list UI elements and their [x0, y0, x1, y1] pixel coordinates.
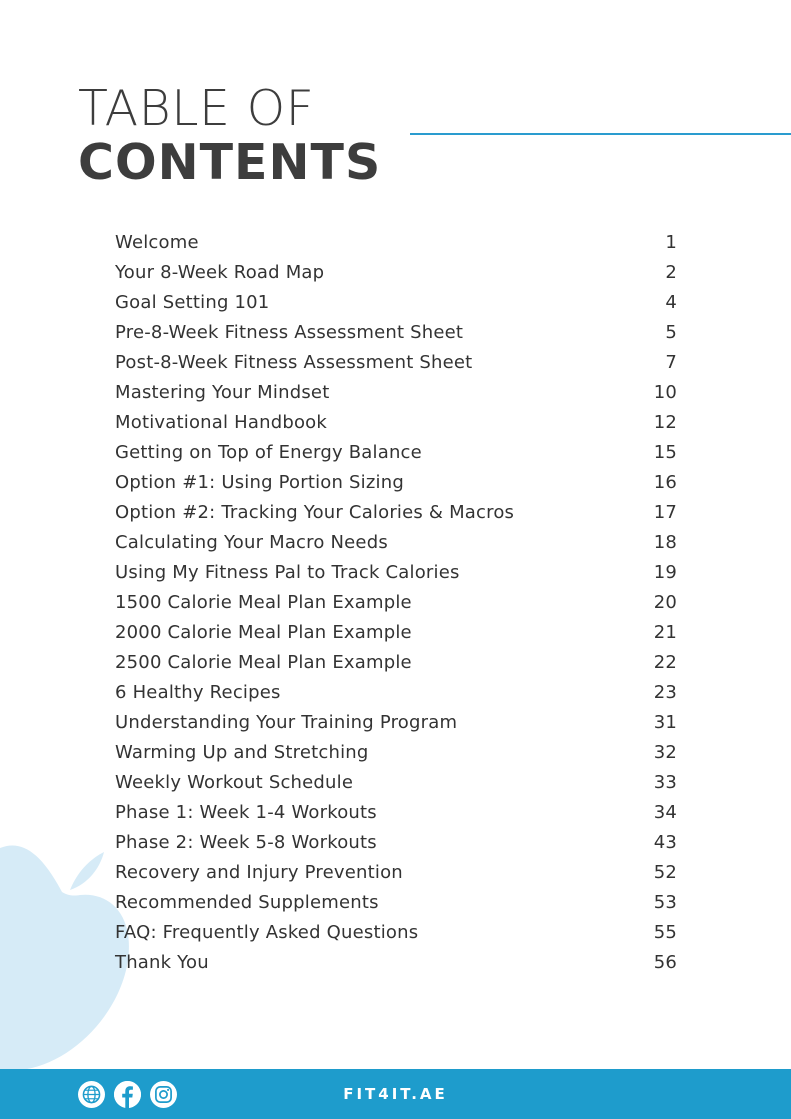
- toc-entry-title: Recommended Supplements: [115, 892, 379, 913]
- toc-entry-page-number: 20: [653, 592, 677, 613]
- toc-entry-page-number: 53: [653, 892, 677, 913]
- toc-entry-page-number: 1: [665, 232, 677, 253]
- toc-entry-title: Mastering Your Mindset: [115, 382, 330, 403]
- toc-entry-page-number: 21: [653, 622, 677, 643]
- toc-entry-title: 2000 Calorie Meal Plan Example: [115, 622, 412, 643]
- toc-entry-page-number: 43: [653, 832, 677, 853]
- toc-entry[interactable]: [115, 468, 677, 498]
- toc-entry[interactable]: [115, 588, 677, 618]
- toc-entry[interactable]: [115, 528, 677, 558]
- toc-entry[interactable]: [115, 708, 677, 738]
- toc-entry-page-number: 7: [665, 352, 677, 373]
- toc-entry-title: Your 8-Week Road Map: [115, 262, 325, 283]
- toc-entry-page-number: 5: [665, 322, 677, 343]
- toc-entry[interactable]: [115, 948, 677, 978]
- page-title: [78, 80, 382, 191]
- toc-entry-page-number: 23: [653, 682, 677, 703]
- toc-entry-title: Weekly Workout Schedule: [115, 772, 354, 793]
- toc-entry[interactable]: [115, 618, 677, 648]
- toc-entry-title: Motivational Handbook: [115, 412, 327, 433]
- toc-entry-title: Warming Up and Stretching: [115, 742, 369, 763]
- toc-entry[interactable]: [115, 228, 677, 258]
- toc-entry-title: 2500 Calorie Meal Plan Example: [115, 652, 412, 673]
- toc-entry-title: Option #1: Using Portion Sizing: [115, 472, 404, 493]
- toc-entry[interactable]: [115, 258, 677, 288]
- toc-entry[interactable]: [115, 678, 677, 708]
- toc-entry[interactable]: [115, 768, 677, 798]
- footer-bar: [0, 1069, 791, 1119]
- toc-entry-page-number: 55: [653, 922, 677, 943]
- toc-entry-page-number: 17: [653, 502, 677, 523]
- toc-entry-title: Recovery and Injury Prevention: [115, 862, 403, 883]
- toc-entry-page-number: 22: [653, 652, 677, 673]
- toc-entry-title: 1500 Calorie Meal Plan Example: [115, 592, 412, 613]
- toc-entry-page-number: 32: [653, 742, 677, 763]
- toc-entry[interactable]: [115, 378, 677, 408]
- toc-entry[interactable]: [115, 408, 677, 438]
- toc-entry[interactable]: [115, 288, 677, 318]
- toc-entry-page-number: 18: [653, 532, 677, 553]
- toc-entry-page-number: 10: [653, 382, 677, 403]
- toc-entry-page-number: 19: [653, 562, 677, 583]
- toc-entry-title: Calculating Your Macro Needs: [115, 532, 388, 553]
- toc-entry-page-number: 12: [653, 412, 677, 433]
- toc-entry[interactable]: [115, 498, 677, 528]
- toc-entry-title: Goal Setting 101: [115, 292, 270, 313]
- toc-entry-title: 6 Healthy Recipes: [115, 682, 281, 703]
- toc-entry[interactable]: [115, 648, 677, 678]
- toc-entry-title: Post-8-Week Fitness Assessment Sheet: [115, 352, 473, 373]
- toc-entry-title: Phase 1: Week 1-4 Workouts: [115, 802, 377, 823]
- toc-entry-page-number: 15: [653, 442, 677, 463]
- toc-entry-page-number: 4: [665, 292, 677, 313]
- toc-entry-title: Option #2: Tracking Your Calories & Macros: [115, 502, 515, 523]
- toc-entry-title: Using My Fitness Pal to Track Calories: [115, 562, 460, 583]
- toc-entry-page-number: 52: [653, 862, 677, 883]
- toc-entry-page-number: 31: [653, 712, 677, 733]
- brand-website-link[interactable]: FIT4IT.AE: [343, 1085, 448, 1103]
- toc-entry-title: Pre-8-Week Fitness Assessment Sheet: [115, 322, 464, 343]
- title-line-2: CONTENTS: [78, 134, 382, 191]
- toc-entry-title: FAQ: Frequently Asked Questions: [115, 922, 419, 943]
- toc-entry[interactable]: [115, 558, 677, 588]
- toc-entry-page-number: 2: [665, 262, 677, 283]
- toc-entry-title: Phase 2: Week 5-8 Workouts: [115, 832, 377, 853]
- toc-entry[interactable]: [115, 828, 677, 858]
- toc-entry-title: Welcome: [115, 232, 199, 253]
- toc-entry[interactable]: [115, 438, 677, 468]
- toc-entry-title: Understanding Your Training Program: [115, 712, 458, 733]
- toc-entry-page-number: 16: [653, 472, 677, 493]
- toc-entry-page-number: 33: [653, 772, 677, 793]
- toc-entry[interactable]: [115, 318, 677, 348]
- toc-entry[interactable]: [115, 858, 677, 888]
- table-of-contents: [115, 228, 677, 978]
- toc-entry[interactable]: [115, 918, 677, 948]
- toc-entry[interactable]: [115, 738, 677, 768]
- toc-entry[interactable]: [115, 888, 677, 918]
- toc-entry[interactable]: [115, 348, 677, 378]
- title-divider: [410, 133, 791, 135]
- toc-entry-title: Thank You: [115, 952, 209, 973]
- toc-entry-page-number: 56: [653, 952, 677, 973]
- title-line-1: TABLE OF: [78, 80, 315, 137]
- toc-entry-title: Getting on Top of Energy Balance: [115, 442, 422, 463]
- toc-entry[interactable]: [115, 798, 677, 828]
- toc-entry-page-number: 34: [653, 802, 677, 823]
